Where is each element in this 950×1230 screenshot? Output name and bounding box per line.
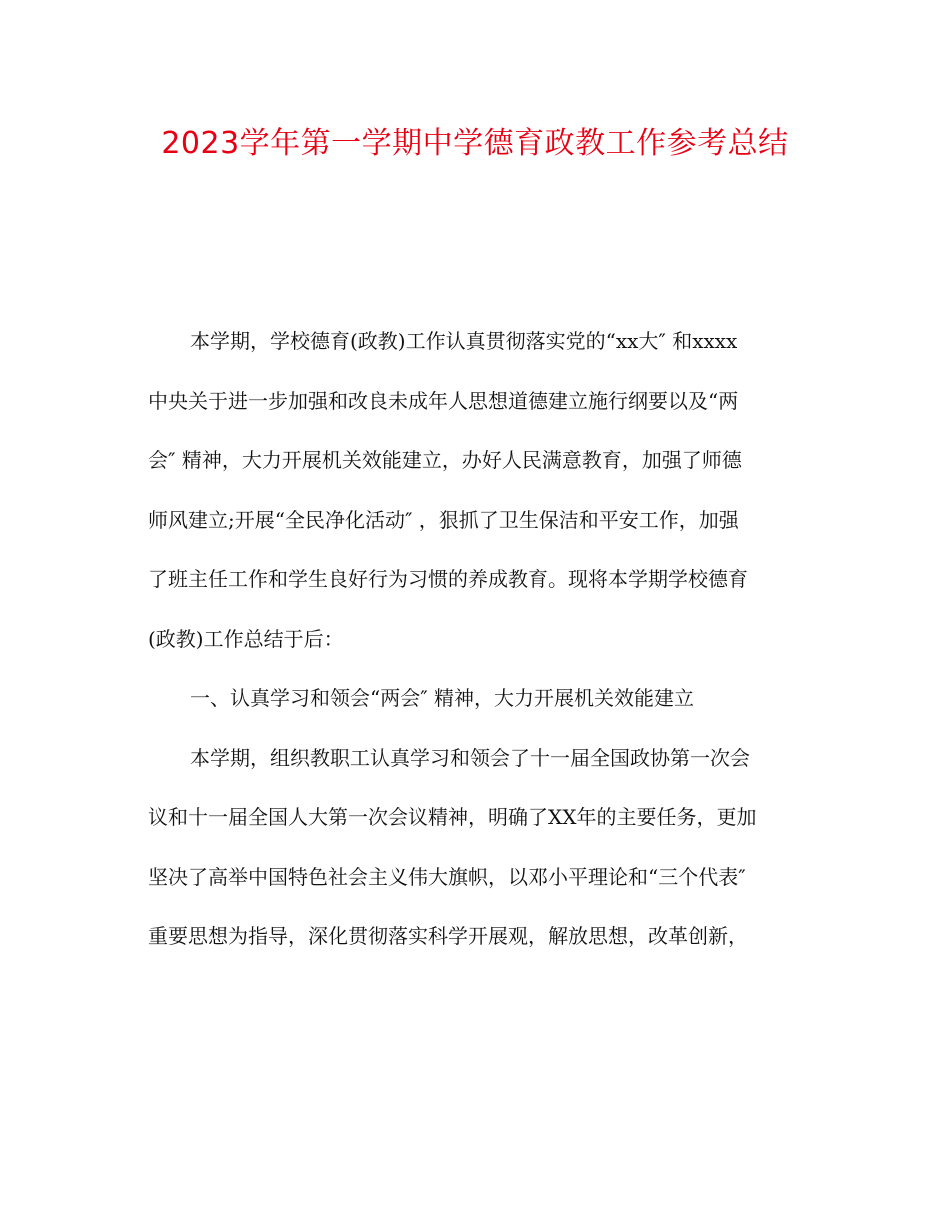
paragraph-line: 本学期，学校德育(政教)工作认真贯彻落实党的“xx大″ 和xxxx	[190, 329, 738, 353]
document-title: 2023学年第一学期中学德育政教工作参考总结	[161, 126, 789, 161]
paragraph-line: 中央关于进一步加强和改良未成年人思想道德建立施行纲要以及“两	[148, 388, 739, 413]
paragraph-line: 师风建立;开展“全民净化活动″ ，狠抓了卫生保洁和平安工作，加强	[148, 507, 739, 532]
document-body	[148, 312, 808, 967]
paragraph-line: 坚决了高举中国特色社会主义伟大旗帜，以邓小平理论和“三个代表″	[148, 864, 746, 889]
section-heading: 一、认真学习和领会“两会″ 精神，大力开展机关效能建立	[190, 686, 695, 710]
paragraph-line: 重要思想为指导，深化贯彻落实科学开展观，解放思想，改革创新，	[148, 924, 748, 948]
paragraph-line: 议和十一届全国人大第一次会议精神，明确了XX年的主要任务，更加	[148, 805, 757, 829]
paragraph-line: 会″ 精神，大力开展机关效能建立，办好人民满意教育，加强了师德	[148, 448, 742, 472]
paragraph-line: 了班主任工作和学生良好行为习惯的养成教育。现将本学期学校德育	[148, 567, 748, 591]
paragraph-line: 本学期，组织教职工认真学习和领会了十一届全国政协第一次会	[190, 745, 750, 770]
paragraph-line: (政教)工作总结于后：	[148, 626, 344, 651]
